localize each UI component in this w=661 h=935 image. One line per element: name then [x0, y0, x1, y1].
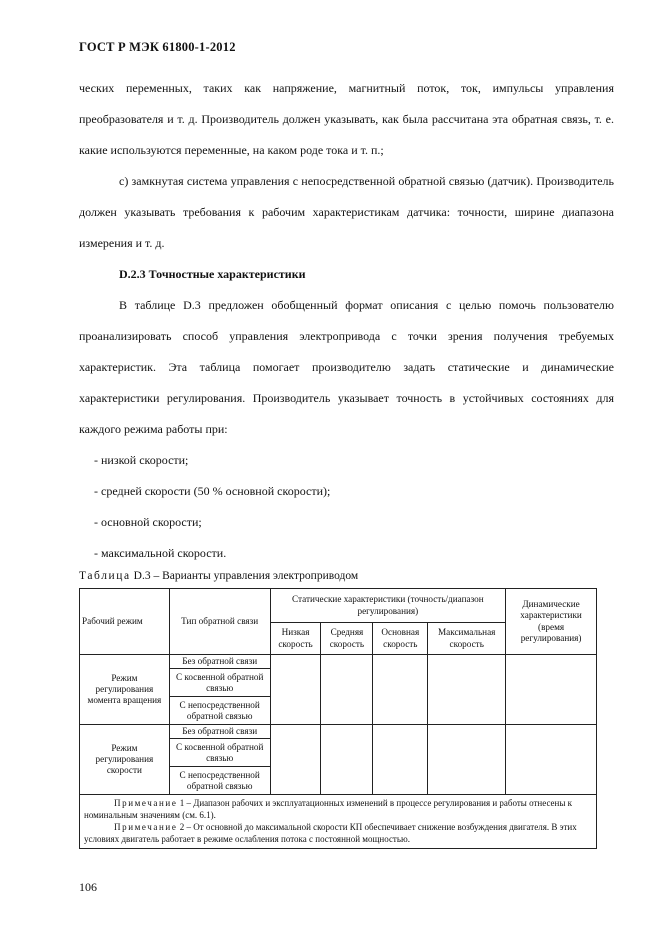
header-static-characteristics: Статические характеристики (точность/диапазон регулирования) — [270, 589, 506, 623]
empty-cell — [373, 655, 428, 725]
document-header: ГОСТ Р МЭК 61800-1-2012 — [79, 40, 236, 54]
header-medium-speed: Средняя скорость — [321, 623, 373, 655]
mode-torque-control: Режим регулирования момента вращения — [80, 655, 170, 725]
note-2-text: 2 – От основной до максимальной скорости КП обеспечивает снижение возбуждения двигателя. В этих условиях двигатель работает в режиме ослабления потока с постоянной мощностью. — [84, 822, 577, 845]
header-operating-mode: Рабочий режим — [80, 589, 170, 655]
empty-cell — [506, 725, 597, 795]
header-max-speed: Максимальная скорость — [428, 623, 506, 655]
feedback-none: Без обратной связи — [169, 725, 270, 739]
note-2 — [84, 821, 592, 845]
header-low-speed: Низкая скорость — [270, 623, 321, 655]
header-base-speed: Основная скорость — [373, 623, 428, 655]
bullet-low-speed: - низкой скорости; — [94, 453, 189, 467]
feedback-none: Без обратной связи — [169, 655, 270, 669]
empty-cell — [321, 725, 373, 795]
bullet-medium-speed: - средней скорости (50 % основной скорости); — [94, 484, 331, 498]
empty-cell — [373, 725, 428, 795]
note-2-label: Примечание — [114, 822, 178, 833]
body-text — [79, 73, 614, 569]
table-notes — [80, 795, 597, 849]
paragraph-continuation: ческих переменных, таких как напряжение, магнитный поток, ток, импульсы управления преобразователя и т. д. Производитель должен указывать, как была рассчитана эта обратная связь, т. е. какие используются переменные, на каком роде тока и т. п.; — [79, 81, 614, 157]
empty-cell — [506, 655, 597, 725]
header-dynamic-characteristics: Динамические характеристики (время регулирования) — [506, 589, 597, 655]
table-caption-text: D.3 – Варианты управления электроприводом — [130, 570, 359, 582]
note-1-text: 1 – Диапазон рабочих и эксплуатационных изменений в процессе регулирования и работы отнесены к номинальным значениям (см. 6.1). — [84, 798, 573, 821]
bullet-max-speed: - максимальной скорости. — [94, 546, 227, 560]
feedback-direct: С непосредственной обратной связью — [169, 767, 270, 795]
feedback-indirect: С косвенной обратной связью — [169, 669, 270, 697]
control-options-table — [79, 588, 597, 849]
empty-cell — [270, 655, 321, 725]
bullet-base-speed: - основной скорости; — [94, 515, 202, 529]
section-heading: D.2.3 Точностные характеристики — [119, 267, 306, 281]
header-feedback-type: Тип обратной связи — [169, 589, 270, 655]
empty-cell — [428, 655, 506, 725]
table-caption-label: Таблица — [79, 570, 131, 582]
page-number: 106 — [79, 880, 97, 894]
empty-cell — [270, 725, 321, 795]
table-caption — [79, 570, 358, 582]
empty-cell — [321, 655, 373, 725]
note-1-label: Примечание — [114, 798, 178, 809]
feedback-direct: С непосредственной обратной связью — [169, 697, 270, 725]
note-1 — [84, 797, 592, 821]
paragraph-item-c: с) замкнутая система управления с непосредственной обратной связью (датчик). Производитель должен указывать требования к рабочим характеристикам датчика: точности, ширине диапазона измерения и т. д. — [79, 174, 614, 250]
mode-speed-control: Режим регулирования скорости — [80, 725, 170, 795]
empty-cell — [428, 725, 506, 795]
feedback-indirect: С косвенной обратной связью — [169, 739, 270, 767]
paragraph-table-intro: В таблице D.3 предложен обобщенный формат описания с целью помочь пользователю проанализировать способ управления электропривода с точки зрения получения требуемых характеристик. Эта таблица помогает производителю задать статические и динамические характеристики регулирования. Производитель указывает точность в устойчивых состояниях для каждого режима работы при: — [79, 298, 614, 436]
